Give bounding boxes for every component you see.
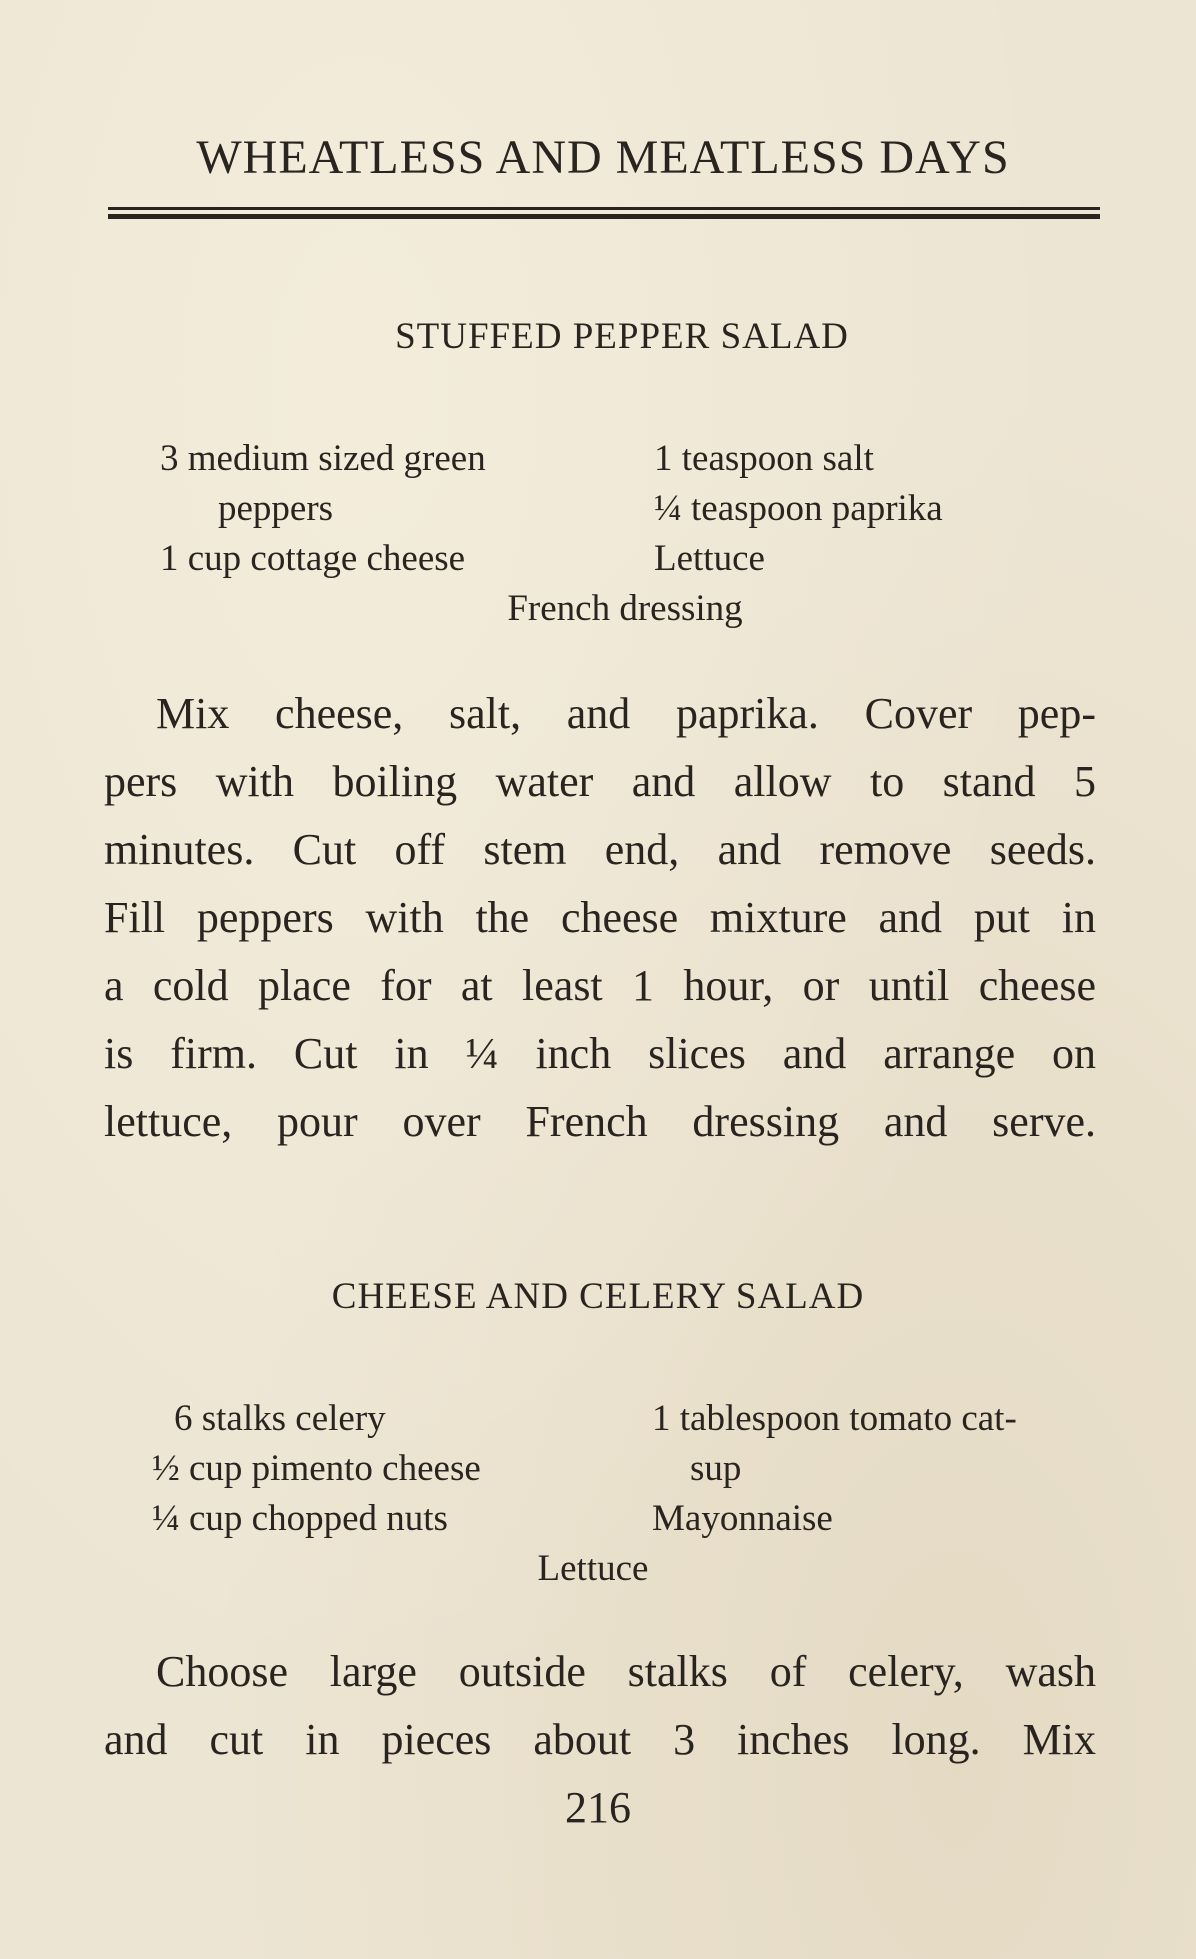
header-rule-thin (108, 207, 1100, 210)
ingredient: French dressing (507, 588, 743, 629)
ingredient: 1 cup cottage cheese (160, 538, 466, 579)
page-number: 216 (565, 1783, 631, 1832)
ingredient: Lettuce (537, 1548, 649, 1589)
ingredient-continuation: peppers (218, 488, 334, 529)
ingredient: ½ cup pimento cheese (152, 1448, 481, 1489)
ingredient: ¼ teaspoon paprika (654, 488, 943, 529)
running-head: WHEATLESS AND MEATLESS DAYS (196, 131, 1010, 184)
paragraph-line: is firm. Cut in ¼ inch slices and arrange on (104, 1029, 1096, 1078)
method-paragraph-stuffed-pepper (104, 680, 1096, 1156)
ingredient: Lettuce (654, 538, 765, 579)
paragraph-line: a cold place for at least 1 hour, or until cheese (104, 961, 1096, 1010)
header-rule-thick (108, 214, 1100, 219)
paragraph-line: lettuce, pour over French dressing and serve. (104, 1097, 1096, 1146)
paragraph-line: pers with boiling water and allow to stand 5 (104, 757, 1096, 806)
paragraph-line: Choose large outside stalks of celery, wash (156, 1647, 1096, 1696)
ingredient: Mayonnaise (652, 1498, 833, 1539)
paragraph-line: minutes. Cut off stem end, and remove seeds. (104, 825, 1096, 874)
ingredient: 1 tablespoon tomato cat- (652, 1398, 1017, 1439)
ingredient: 1 teaspoon salt (654, 438, 874, 479)
ingredient: 6 stalks celery (174, 1398, 386, 1439)
paragraph-line: Fill peppers with the cheese mixture and put in (104, 893, 1096, 942)
method-paragraph-cheese-celery (104, 1638, 1096, 1774)
ingredient: ¼ cup chopped nuts (152, 1498, 448, 1539)
recipe-title-cheese-and-celery-salad: CHEESE AND CELERY SALAD (331, 1276, 865, 1317)
ingredient-continuation: sup (690, 1448, 742, 1489)
ingredient: 3 medium sized green (160, 438, 486, 479)
paragraph-line: and cut in pieces about 3 inches long. Mix (104, 1715, 1096, 1764)
recipe-title-stuffed-pepper-salad: STUFFED PEPPER SALAD (395, 316, 849, 357)
paragraph-line: Mix cheese, salt, and paprika. Cover pep- (156, 689, 1096, 738)
